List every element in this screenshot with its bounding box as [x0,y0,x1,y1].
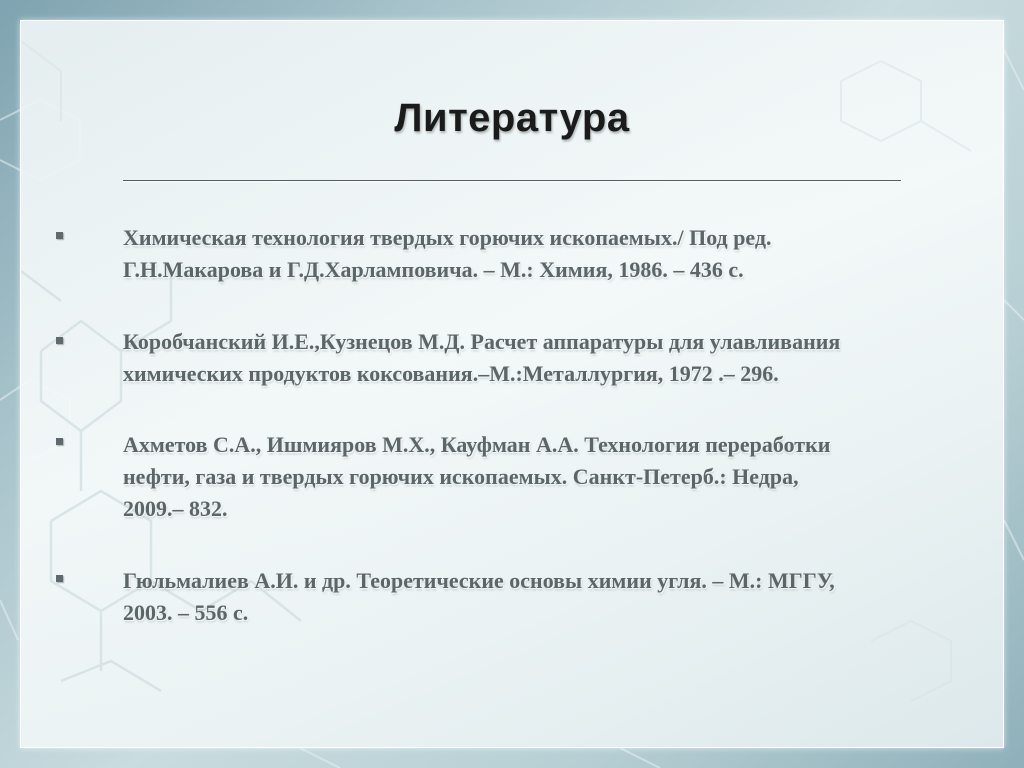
reference-line: Г.Н.Макарова и Г.Д.Харламповича. – М.: Химия, 1986. – 436 с. [123,257,744,282]
square-bullet-icon [56,232,63,239]
reference-item-4 [123,565,973,629]
slide-title: Литература [394,96,630,140]
reference-item-3 [123,429,973,525]
reference-line: химических продуктов коксования.–М.:Металлургия, 1972 .– 296. [123,361,779,386]
reference-line: 2009.– 832. [123,496,228,521]
reference-line: Ахметов С.А., Ишмияров М.Х., Кауфман А.А. Технология переработки [123,432,831,457]
reference-item-1 [123,222,973,286]
reference-line: Коробчанский И.Е.,Кузнецов М.Д. Расчет аппаратуры для улавливания [123,329,841,354]
reference-line: нефти, газа и твердых горючих ископаемых. Санкт-Петерб.: Недра, [123,464,799,489]
square-bullet-icon [56,438,63,445]
reference-line: Гюльмалиев А.И. и др. Теоретические основы химии угля. – М.: МГГУ, [123,568,835,593]
square-bullet-icon [56,575,63,582]
reference-line: Химическая технология твердых горючих ископаемых./ Под ред. [123,225,772,250]
reference-item-2 [123,326,973,390]
reference-line: 2003. – 556 с. [123,600,249,625]
square-bullet-icon [56,337,63,344]
